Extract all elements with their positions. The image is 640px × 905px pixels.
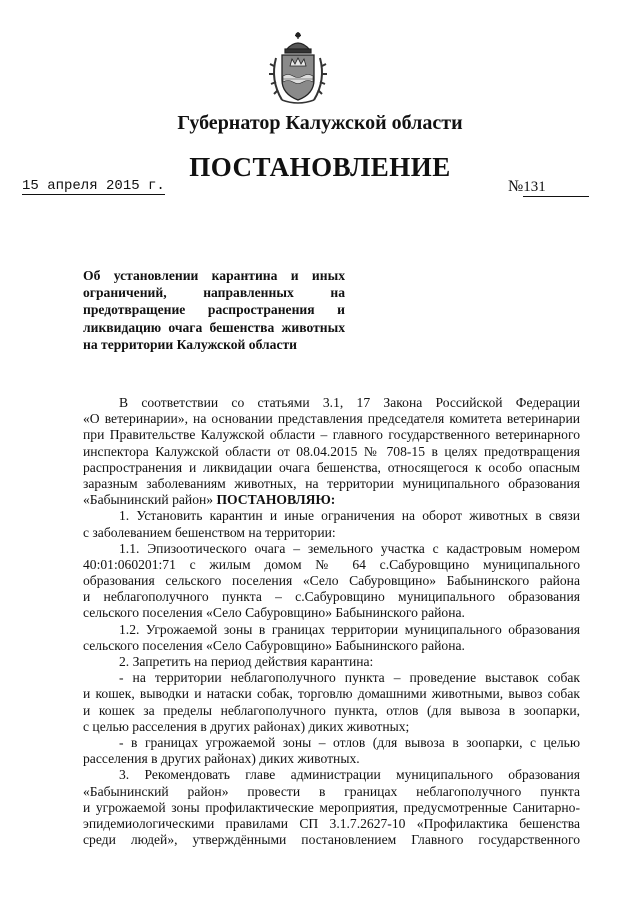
body-line: сельского поселения «Село Сабуровщино» Бабынинского района. (83, 605, 465, 621)
body-line: с целью расселения в других районах) диких животных; (83, 718, 410, 734)
body-line: заразным заболеваниям животных, на территории муниципального образования (83, 475, 580, 491)
body-line: и кошек, выводки и натаски собак, торговлю домашними животными, вывоз собак (83, 686, 580, 702)
body-line: с заболеванием бешенством на территории: (83, 524, 336, 540)
document-type-title: ПОСТАНОВЛЕНИЕ (189, 152, 451, 182)
body-line: 2. Запретить на период действия карантина: (119, 654, 374, 669)
body-line: и кошек за пределы неблагополучного пункта, отлов (для вывоза в зоопарки, (83, 702, 580, 718)
body-line: В соответствии со статьями 3.1, 17 Закона Российской Федерации (119, 395, 580, 410)
document-date-value: 15 апреля 2015 г. (22, 178, 165, 194)
body-line: «О ветеринарии», на основании представления председателя комитета ветеринарии (83, 411, 580, 427)
body-line: 1. Установить карантин и иные ограничения на оборот животных в связи (119, 508, 580, 524)
body-line: распространения и ликвидации очага бешенства, относящегося к особо опасным (83, 459, 580, 475)
body-line: и угрожаемой зоны профилактические мероприятия, предусмотренные Санитарно- (83, 799, 580, 815)
document-body (83, 395, 580, 848)
subject-line: ограничений, направленных на (83, 285, 345, 301)
subject-line: предотвращение распространения и (83, 302, 345, 318)
number-sign: № (508, 178, 524, 195)
document-number (508, 178, 589, 197)
subject-line: на территории Калужской области (83, 336, 297, 352)
subject-line: ликвидацию очага бешенства животных (83, 319, 345, 335)
authority-title: Губернатор Калужской области (177, 112, 463, 134)
body-line-decree (83, 492, 580, 508)
body-line: при Правительстве Калужской области – главного государственного ветеринарного (83, 427, 580, 443)
body-line: - на территории неблагополучного пункта – проведение выставок собак (119, 670, 580, 686)
body-line: 1.2. Угрожаемой зоны в границах территории муниципального образования (119, 621, 580, 637)
subject-line: Об установлении карантина и иных (83, 268, 345, 283)
body-line: образования сельского поселения «Село Сабуровщино» Бабынинского района (83, 573, 580, 589)
body-line: «Бабынинский район» провести в границах неблагополучного пункта (83, 783, 580, 799)
body-line: расселения в других районах) диких животных. (83, 751, 360, 767)
body-line: «Бабынинский район» (83, 492, 214, 508)
body-line: эпидемиологическими правилами СП 3.1.7.2627-10 «Профилактика бешенства (83, 815, 580, 831)
body-line: - в границах угрожаемой зоны – отлов (для вывоза в зоопарки, с целью (119, 734, 580, 750)
body-line: и неблагополучного пункта – с.Сабуровщино муниципального образования (83, 589, 580, 605)
body-line: сельского поселения «Село Сабуровщино» Бабынинского района. (83, 637, 465, 653)
document-number-value: 131 (523, 179, 589, 197)
body-line: 3. Рекомендовать главе администрации муниципального образования (119, 767, 580, 783)
decree-word: ПОСТАНОВЛЯЮ: (216, 492, 336, 508)
coat-of-arms-emblem (268, 30, 328, 106)
body-line: 1.1. Эпизоотического очага – земельного участка с кадастровым номером (119, 540, 580, 556)
document-date (22, 178, 165, 194)
body-line: среди людей», утверждёнными постановлением Главного государственного (83, 832, 580, 848)
body-line: 40:01:060201:71 с жилым домом № 64 с.Сабуровщино муниципального (83, 556, 580, 572)
document-subject (83, 267, 345, 353)
body-line: инспектора Калужской области от 08.04.2015 № 708-15 в целях предотвращения (83, 443, 580, 459)
